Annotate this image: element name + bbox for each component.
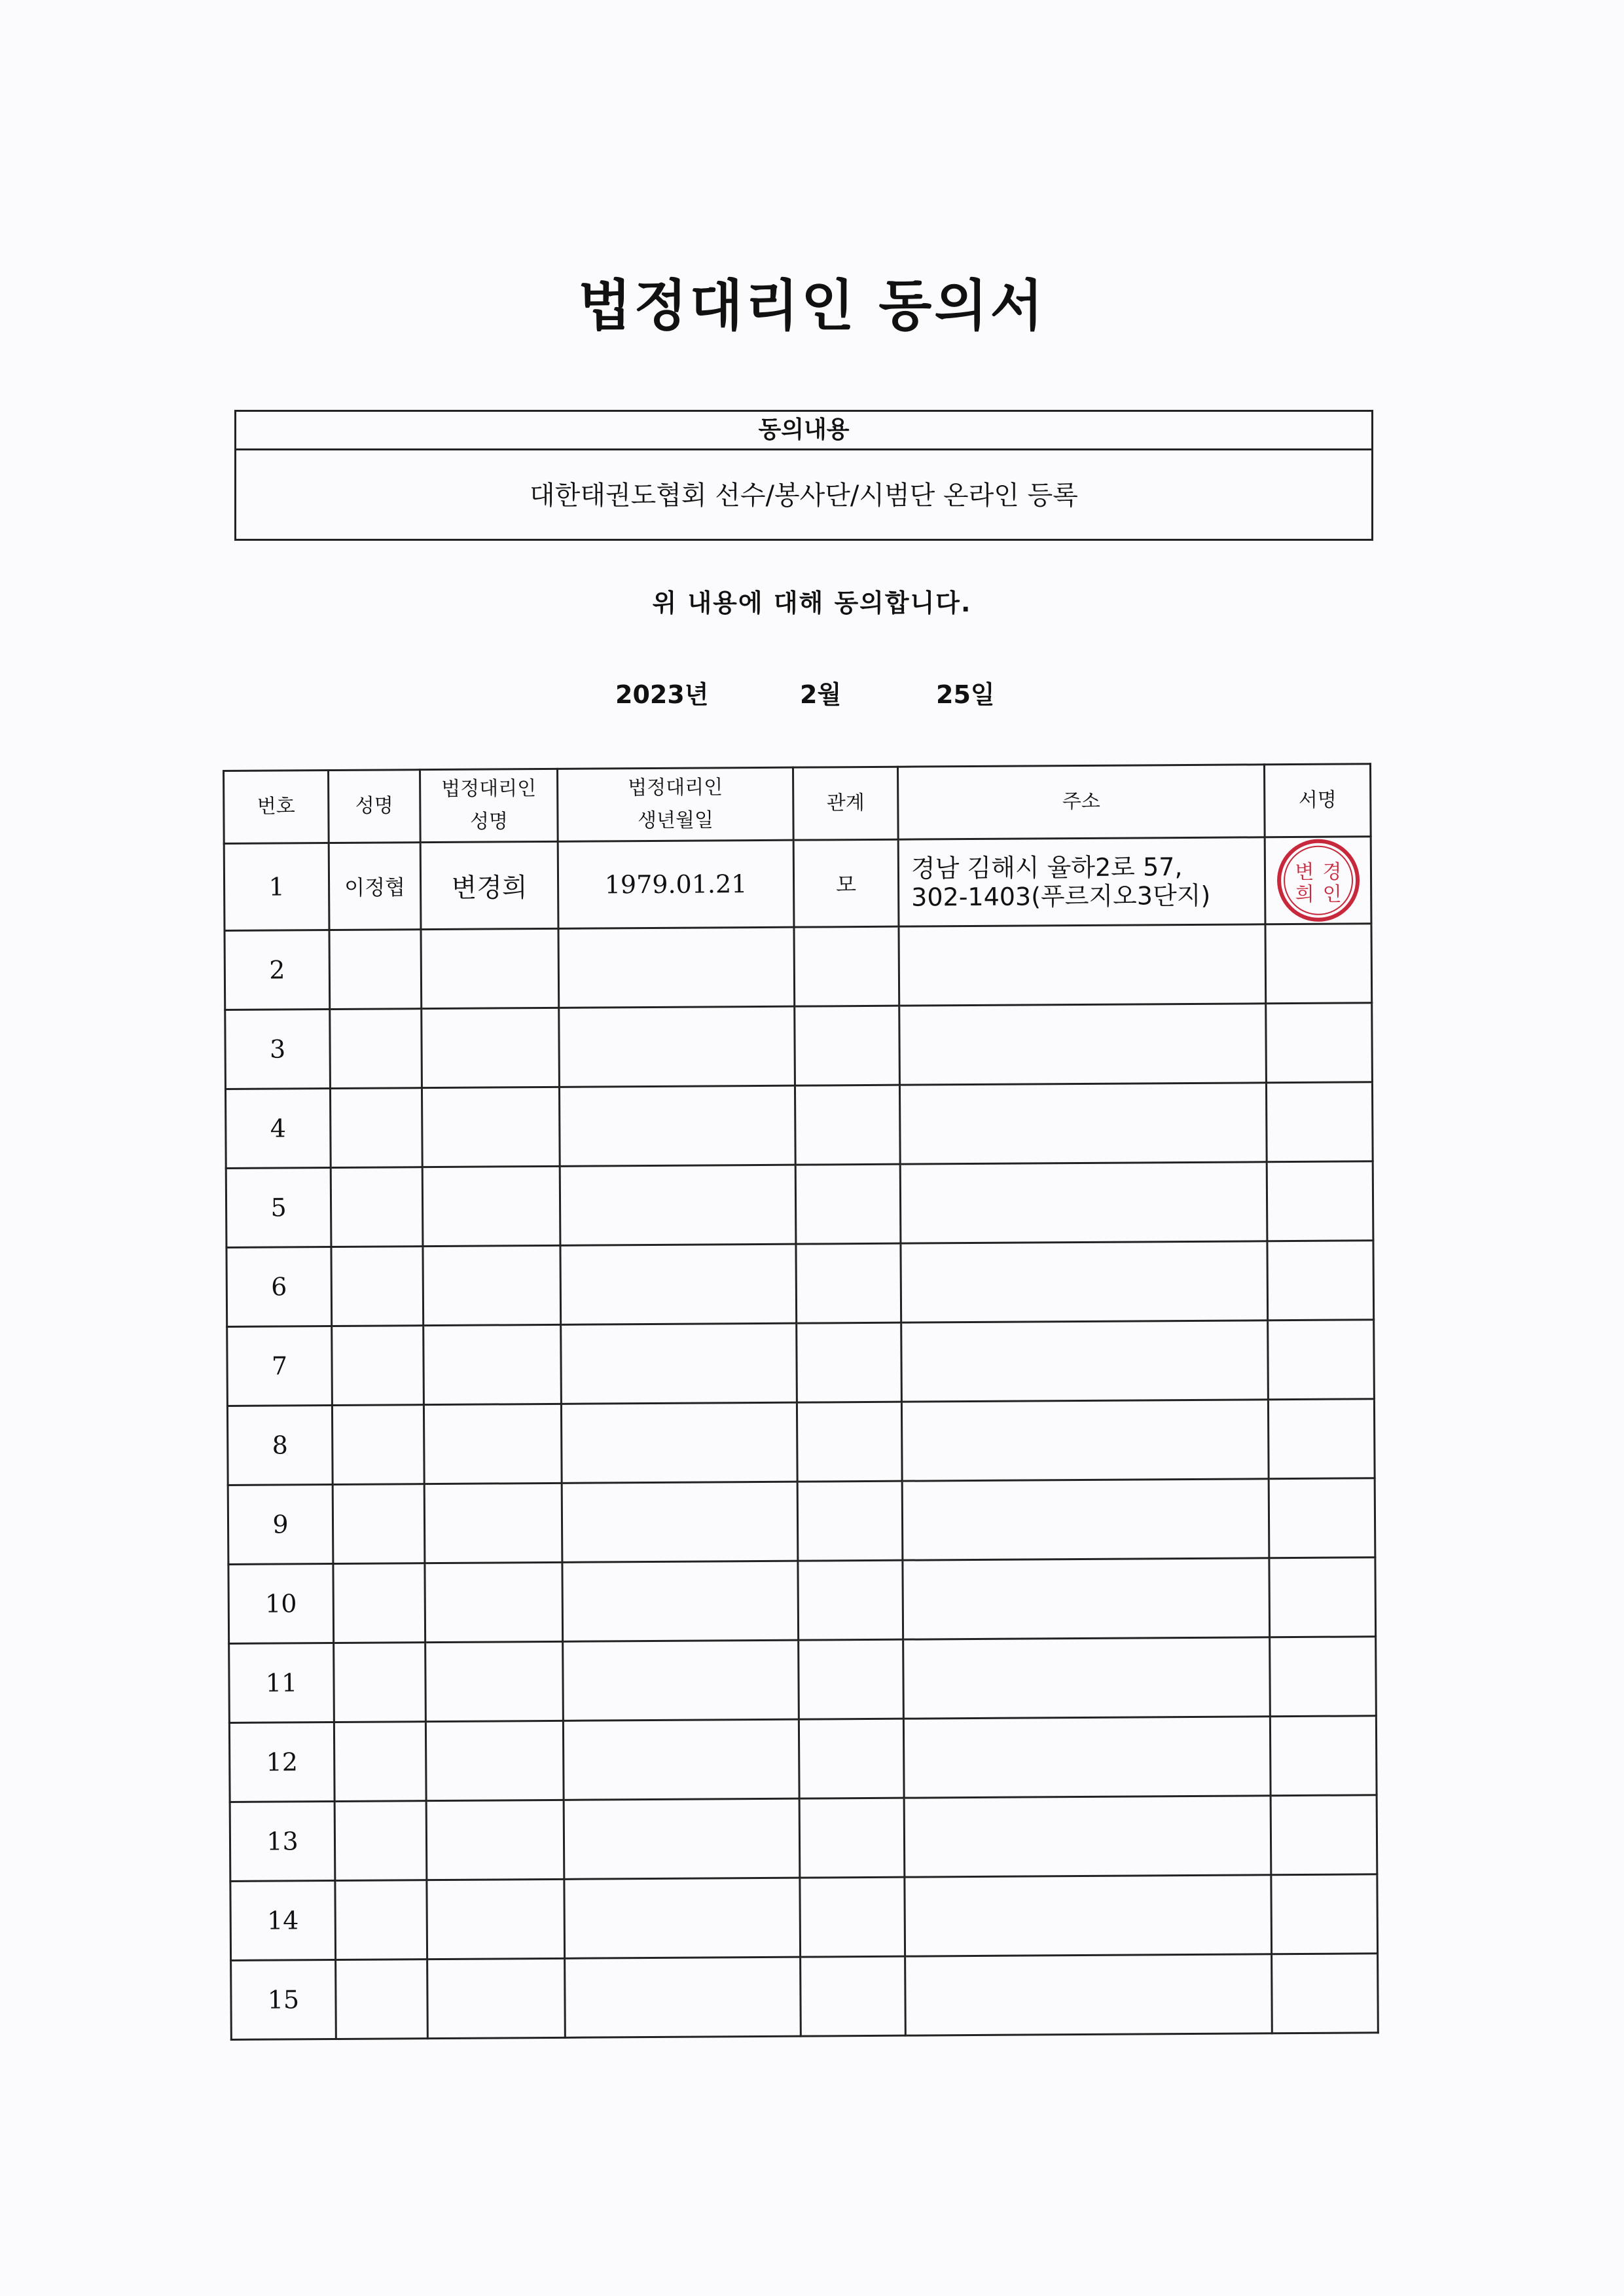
header-guardian-birth-line2: 생년월일 <box>637 809 714 833</box>
row-name: 이정협 <box>329 843 421 930</box>
row-no: 9 <box>228 1484 333 1564</box>
row-no: 1 <box>224 843 329 931</box>
consent-body: 대한태권도협회 선수/봉사단/시범단 온라인 등록 <box>530 481 1078 511</box>
row-no: 8 <box>227 1405 333 1485</box>
table-row <box>229 1716 1377 1802</box>
table-row <box>224 837 1371 931</box>
header-guardian-birth <box>557 767 793 841</box>
consent-box <box>234 410 1373 541</box>
table-row <box>226 1161 1373 1248</box>
row-no: 2 <box>225 930 330 1010</box>
date-month: 2월 <box>800 680 842 709</box>
table-row <box>225 1082 1373 1169</box>
row-no: 11 <box>229 1643 334 1722</box>
red-seal-stamp <box>1275 837 1361 923</box>
header-guardian-name <box>420 769 558 842</box>
svg-text:경: 경 <box>1322 860 1342 884</box>
date-year: 2023년 <box>615 680 709 709</box>
table-row <box>225 924 1372 1010</box>
consent-header: 동의내용 <box>236 412 1371 450</box>
date-day: 25일 <box>936 680 995 709</box>
table-row <box>228 1558 1376 1644</box>
header-guardian-name-line2: 성명 <box>469 810 509 833</box>
table-row <box>228 1478 1375 1565</box>
row-signature <box>1265 837 1371 924</box>
table-row <box>227 1399 1375 1485</box>
header-relation: 관계 <box>793 767 898 840</box>
row-address-line1: 경남 김해시 율하2로 57, <box>911 852 1183 883</box>
table-header-row <box>224 764 1371 844</box>
row-guardian-birth: 1979.01.21 <box>558 840 794 928</box>
table-row <box>227 1320 1375 1406</box>
row-no: 5 <box>226 1168 331 1248</box>
header-guardian-name-line1: 법정대리인 <box>441 777 537 801</box>
svg-text:변: 변 <box>1294 860 1314 884</box>
header-signature: 서명 <box>1264 764 1371 837</box>
svg-text:희: 희 <box>1295 883 1314 906</box>
document-title: 법정대리인 동의서 <box>578 274 1046 338</box>
svg-text:인: 인 <box>1322 883 1342 906</box>
header-address: 주소 <box>897 765 1265 839</box>
row-no: 15 <box>231 1959 336 2039</box>
row-address-line2: 302-1403(푸르지오3단지) <box>911 881 1211 912</box>
row-address <box>898 837 1265 926</box>
table-row <box>229 1637 1377 1723</box>
row-no: 13 <box>230 1801 335 1881</box>
row-guardian-name: 변경희 <box>420 841 558 929</box>
guardian-table <box>223 763 1379 2041</box>
table-row <box>231 1954 1379 2040</box>
agree-statement: 위 내용에 대해 동의합니다. <box>652 589 972 617</box>
table-row <box>230 1874 1378 1961</box>
header-no: 번호 <box>224 771 329 844</box>
header-guardian-birth-line1: 법정대리인 <box>628 776 723 800</box>
table-row <box>230 1795 1377 1882</box>
header-name: 성명 <box>329 770 421 843</box>
row-no: 12 <box>229 1722 334 1802</box>
table-row <box>226 1241 1374 1327</box>
row-no: 10 <box>228 1563 334 1643</box>
row-no: 3 <box>225 1010 331 1089</box>
row-no: 7 <box>227 1326 333 1406</box>
row-no: 6 <box>226 1247 332 1326</box>
row-no: 14 <box>230 1880 336 1960</box>
row-relation: 모 <box>793 839 899 927</box>
row-no: 4 <box>225 1089 331 1169</box>
table-row <box>225 1003 1373 1089</box>
